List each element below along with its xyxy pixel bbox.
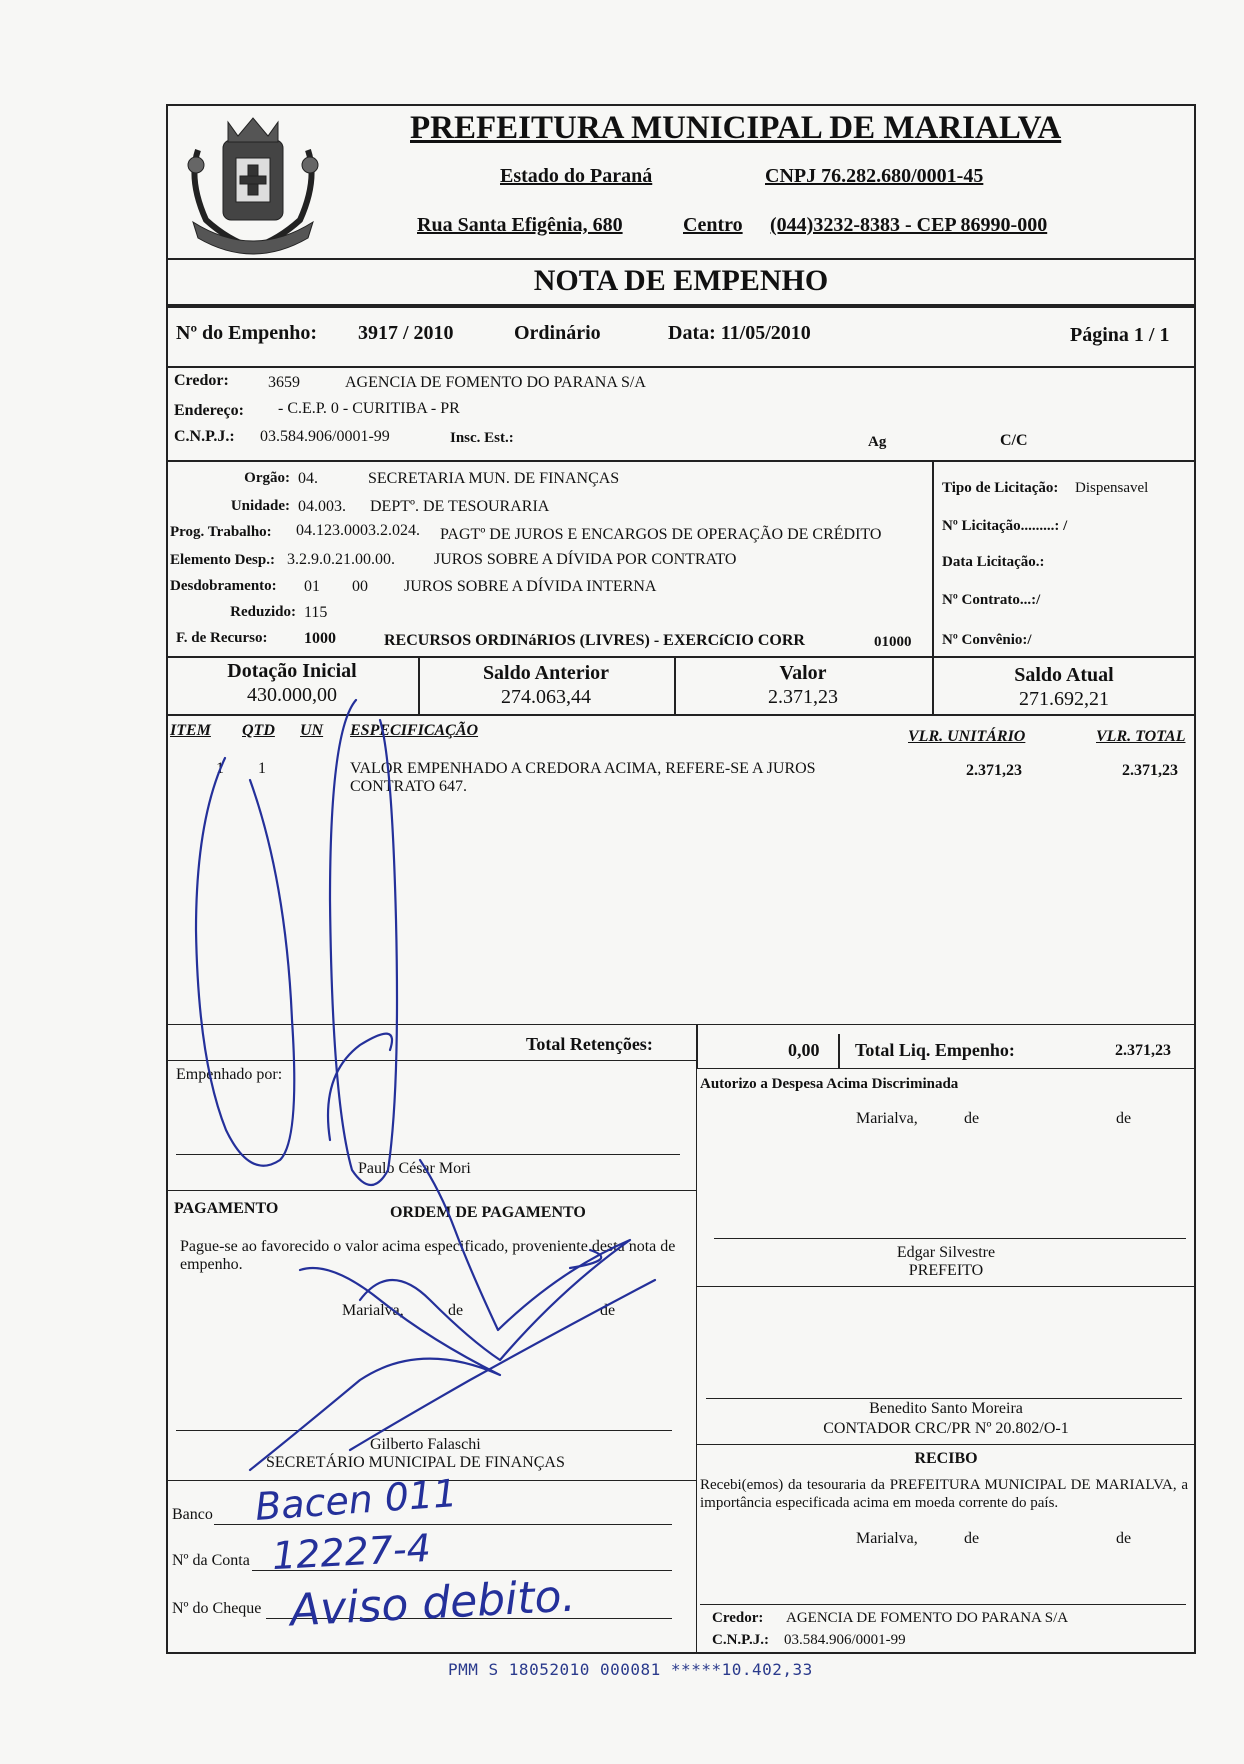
credor-name: AGENCIA DE FOMENTO DO PARANA S/A xyxy=(345,374,646,391)
empenho-type: Ordinário xyxy=(514,322,601,344)
recibo-credor-name: AGENCIA DE FOMENTO DO PARANA S/A xyxy=(786,1610,1069,1626)
prefeito-role: PREFEITO xyxy=(908,1262,984,1279)
item-vlr-total: 2.371,23 xyxy=(1122,762,1178,779)
total-retencoes-label: Total Retenções: xyxy=(526,1034,653,1054)
unidade-label: Unidade: xyxy=(230,498,290,514)
data-licitacao: Data Licitação.: xyxy=(942,554,1045,570)
ag-label: Ag xyxy=(868,434,887,450)
signature-stroke-5 xyxy=(250,1268,500,1470)
empenho-date: Data: 11/05/2010 xyxy=(668,322,811,344)
num-convenio: Nº Convênio:/ xyxy=(942,632,1032,648)
fonte-code2: 01000 xyxy=(874,634,912,650)
left-city: Marialva, xyxy=(342,1302,404,1319)
empenho-label: Nº do Empenho: xyxy=(176,322,318,344)
right-de-1a: de xyxy=(964,1110,980,1127)
signature-stroke-1 xyxy=(196,758,294,1166)
reduzido-label: Reduzido: xyxy=(230,604,296,620)
right-de-2a: de xyxy=(964,1530,980,1547)
banco-label: Banco xyxy=(172,1506,213,1523)
unidade-desc: DEPTº. DE TESOURARIA xyxy=(370,498,550,515)
right-de-2b: de xyxy=(1116,1530,1132,1547)
mechanical-stamp: PMM S 18052010 000081 *****10.402,33 xyxy=(448,1660,813,1679)
orgao-label: Orgão: xyxy=(244,470,290,486)
num-licitacao: Nº Licitação.........: / xyxy=(942,518,1068,534)
total-liq-label: Total Liq. Empenho: xyxy=(855,1040,1015,1060)
autorizo-text: Autorizo a Despesa Acima Discriminada xyxy=(700,1076,959,1092)
recibo-cnpj-label: C.N.P.J.: xyxy=(712,1632,769,1648)
tipo-licitacao-label: Tipo de Licitação: xyxy=(942,480,1059,496)
item-spec-line1: VALOR EMPENHADO A CREDORA ACIMA, REFERE-SE A JUROS xyxy=(350,760,816,777)
endereco-label: Endereço: xyxy=(174,402,244,419)
desdobramento-b: 00 xyxy=(352,578,368,595)
org-district: Centro xyxy=(683,214,743,236)
secretario-name: Gilberto Falaschi xyxy=(370,1436,481,1453)
cc-label: C/C xyxy=(1000,432,1028,449)
recibo-label: RECIBO xyxy=(914,1450,978,1467)
credor-cnpj: 03.584.906/0001-99 xyxy=(260,428,390,445)
saldo-atual-value: 271.692,21 xyxy=(1019,688,1109,710)
col-qtd: QTD xyxy=(242,722,275,739)
signature-stroke-2 xyxy=(330,700,397,1185)
desdobramento-label: Desdobramento: xyxy=(170,578,277,594)
page-number: Página 1 / 1 xyxy=(1070,324,1170,346)
insc-est-label: Insc. Est.: xyxy=(450,430,514,446)
elemento-label: Elemento Desp.: xyxy=(170,552,275,568)
saldo-anterior-label: Saldo Anterior xyxy=(482,662,610,684)
total-retencoes-value: 0,00 xyxy=(788,1040,820,1060)
item-number: 1 xyxy=(216,760,224,777)
right-city-1: Marialva, xyxy=(856,1110,918,1127)
saldo-anterior-value: 274.063,44 xyxy=(501,686,591,708)
state-name: Estado do Paraná xyxy=(500,165,653,187)
item-spec-line2: CONTRATO 647. xyxy=(350,778,468,795)
col-especificacao: ESPECIFICAÇÃO xyxy=(350,722,479,739)
item-vlr-unitario: 2.371,23 xyxy=(966,762,1022,779)
fonte-desc: RECURSOS ORDINáRIOS (LIVRES) - EXERCíCIO CORR xyxy=(384,632,805,649)
fonte-code: 1000 xyxy=(304,630,336,647)
credor-code: 3659 xyxy=(268,374,300,391)
recibo-text: Recebi(emos) da tesouraria da PREFEITURA MUNICIPAL DE MARIALVA, a importância especificada acima em moeda corrente do país. xyxy=(700,1477,1188,1511)
valor-label: Valor xyxy=(779,662,827,684)
prog-label: Prog. Trabalho: xyxy=(170,524,272,540)
org-cnpj: CNPJ 76.282.680/0001-45 xyxy=(765,165,984,187)
total-liq-value: 2.371,23 xyxy=(1115,1042,1171,1059)
handwritten-cheque: Aviso debito. xyxy=(288,1570,577,1637)
signature-stroke-6 xyxy=(350,1280,655,1450)
prog-code: 04.123.0003.2.024. xyxy=(296,522,420,539)
item-qtd: 1 xyxy=(258,760,266,777)
reduzido-value: 115 xyxy=(304,604,328,621)
elemento-desc: JUROS SOBRE A DÍVIDA POR CONTRATO xyxy=(434,551,737,568)
unidade-code: 04.003. xyxy=(298,498,346,515)
fonte-label: F. de Recurso: xyxy=(176,630,268,646)
ordem-pagamento-label: ORDEM DE PAGAMENTO xyxy=(390,1204,586,1221)
org-title: PREFEITURA MUNICIPAL DE MARIALVA xyxy=(410,110,1062,146)
desdobramento-desc: JUROS SOBRE A DÍVIDA INTERNA xyxy=(404,578,657,595)
credor-label: Credor: xyxy=(174,372,229,389)
cnpj-label: C.N.P.J.: xyxy=(174,428,235,445)
elemento-code: 3.2.9.0.21.00.00. xyxy=(287,551,395,568)
secretario-role: SECRETÁRIO MUNICIPAL DE FINANÇAS xyxy=(266,1454,565,1471)
orgao-desc: SECRETARIA MUN. DE FINANÇAS xyxy=(368,470,620,487)
contador-name: Benedito Santo Moreira xyxy=(869,1400,1023,1417)
right-de-1b: de xyxy=(1116,1110,1132,1127)
signature-stroke-4 xyxy=(360,1160,630,1360)
handwritten-banco: Bacen 011 xyxy=(253,1470,459,1530)
pague-se-text: Pague-se ao favorecido o valor acima especificado, proveniente desta nota de empenho. xyxy=(180,1238,676,1273)
saldo-atual-label: Saldo Atual xyxy=(1014,664,1114,686)
handwritten-conta: 12227-4 xyxy=(270,1525,432,1579)
dotacao-inicial-label: Dotação Inicial xyxy=(227,660,357,682)
recibo-cnpj: 03.584.906/0001-99 xyxy=(784,1632,906,1648)
empenho-number: 3917 / 2010 xyxy=(358,322,454,344)
prefeito-name: Edgar Silvestre xyxy=(896,1244,996,1261)
dotacao-inicial-value: 430.000,00 xyxy=(247,684,337,706)
prog-desc: PAGTº DE JUROS E ENCARGOS DE OPERAÇÃO DE CRÉDITO xyxy=(440,526,882,543)
col-item: ITEM xyxy=(170,722,211,739)
conta-label: Nº da Conta xyxy=(172,1552,250,1569)
org-phone-cep: (044)3232-8383 - CEP 86990-000 xyxy=(770,214,1048,236)
col-un: UN xyxy=(300,722,324,739)
right-city-2: Marialva, xyxy=(856,1530,918,1547)
cheque-label: Nº do Cheque xyxy=(172,1600,262,1617)
recibo-credor-label: Credor: xyxy=(712,1610,764,1626)
orgao-code: 04. xyxy=(298,470,318,487)
credor-endereco: - C.E.P. 0 - CURITIBA - PR xyxy=(278,400,460,417)
contador-role: CONTADOR CRC/PR Nº 20.802/O-1 xyxy=(823,1420,1069,1437)
col-vlr-unitario: VLR. UNITÁRIO xyxy=(908,728,1026,745)
num-contrato: Nº Contrato...:/ xyxy=(942,592,1041,608)
col-vlr-total: VLR. TOTAL xyxy=(1096,728,1186,745)
desdobramento-a: 01 xyxy=(304,578,320,595)
document-title: NOTA DE EMPENHO xyxy=(533,264,829,297)
left-de-1: de xyxy=(448,1302,464,1319)
valor-value: 2.371,23 xyxy=(768,686,838,708)
left-de-2: de xyxy=(600,1302,616,1319)
empenhado-por-label: Empenhado por: xyxy=(176,1066,283,1083)
tipo-licitacao: Dispensavel xyxy=(1075,480,1149,496)
empenhado-signer-name: Paulo César Mori xyxy=(358,1160,471,1177)
pagamento-label: PAGAMENTO xyxy=(174,1200,279,1217)
org-address: Rua Santa Efigênia, 680 xyxy=(417,214,623,236)
